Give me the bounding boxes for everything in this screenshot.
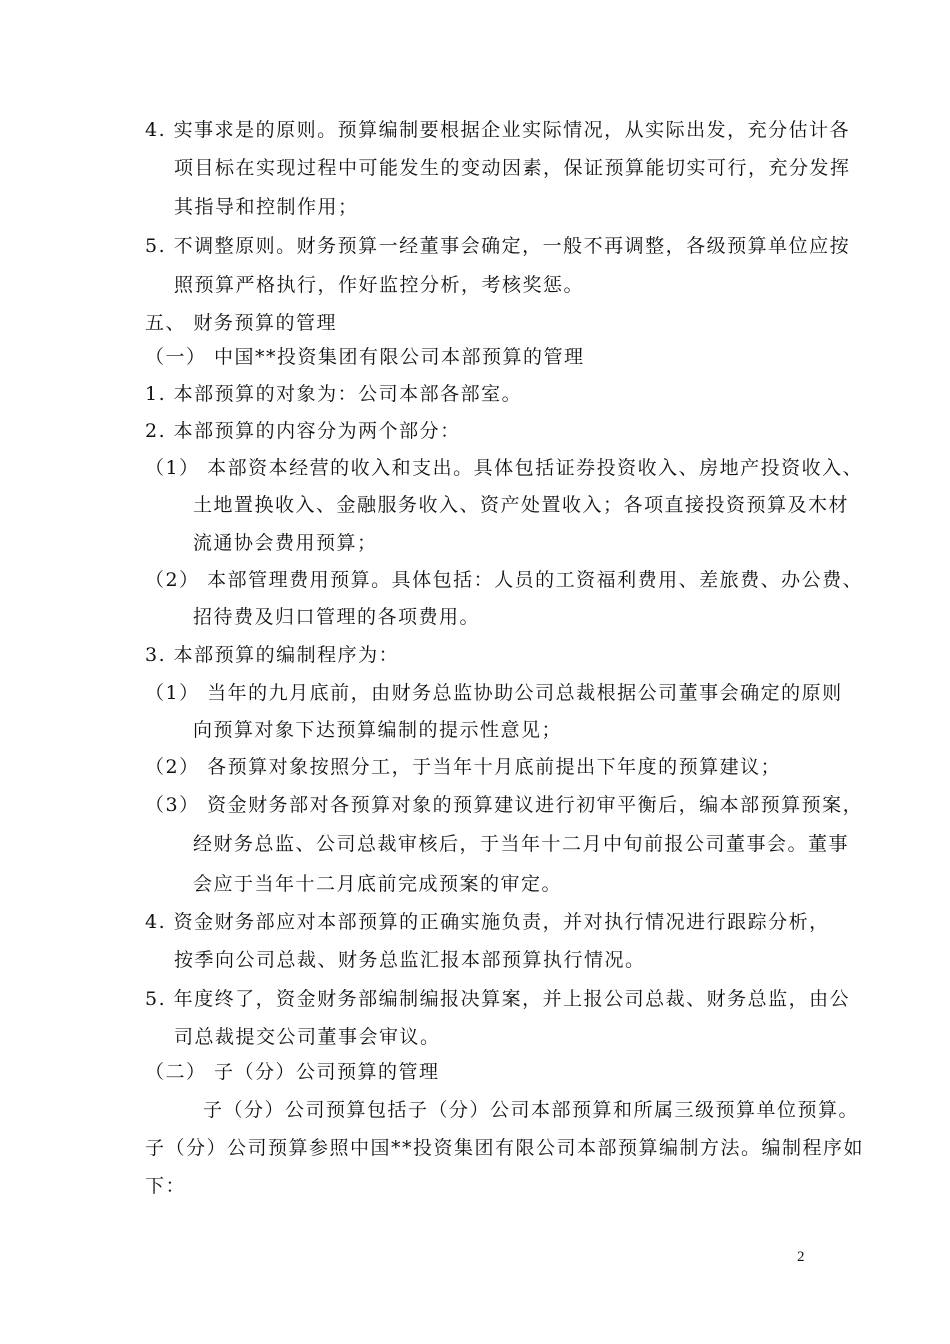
paragraph-line: 子（分）公司预算参照中国**投资集团有限公司本部预算编制方法。编制程序如 — [145, 1137, 865, 1159]
subsection-heading: （一） 中国**投资集团有限公司本部预算的管理 — [145, 346, 585, 368]
text-line: 向预算对象下达预算编制的提示性意见； — [193, 719, 563, 741]
text-line: （1） 本部资本经营的收入和支出。具体包括证券投资收入、房地产投资收入、 — [145, 457, 864, 479]
text-line: 司总裁提交公司董事会审议。 — [174, 1026, 441, 1048]
text-line: 按季向公司总裁、财务总监汇报本部预算执行情况。 — [174, 949, 646, 971]
text-line: 2. 本部预算的内容分为两个部分： — [145, 420, 461, 442]
text-line: 4. 实事求是的原则。预算编制要根据企业实际情况，从实际出发，充分估计各 — [145, 119, 851, 141]
text-line: （3） 资金财务部对各预算对象的预算建议进行初审平衡后，编本部预算预案， — [145, 794, 864, 816]
text-line: 会应于当年十二月底前完成预案的审定。 — [193, 873, 563, 895]
page-number: 2 — [797, 1249, 805, 1265]
text-line: （2） 本部管理费用预算。具体包括：人员的工资福利费用、差旅费、办公费、 — [145, 569, 864, 591]
subsection-heading: （二） 子（分）公司预算的管理 — [145, 1061, 440, 1083]
text-line: 流通协会费用预算； — [193, 532, 378, 554]
text-line: 5. 不调整原则。财务预算一经董事会确定，一般不再调整，各级预算单位应按 — [145, 235, 851, 257]
text-line: 3. 本部预算的编制程序为： — [145, 644, 400, 666]
paragraph-line: 下： — [145, 1175, 187, 1197]
section-heading: 五、 财务预算的管理 — [145, 312, 338, 334]
text-line: 项目标在实现过程中可能发生的变动因素，保证预算能切实可行，充分发挥 — [174, 157, 851, 179]
text-line: 1. 本部预算的对象为：公司本部各部室。 — [145, 383, 523, 405]
text-line: 5. 年度终了，资金财务部编制编报决算案，并上报公司总裁、财务总监，由公 — [145, 988, 851, 1010]
text-line: 经财务总监、公司总裁审核后，于当年十二月中旬前报公司董事会。董事 — [193, 833, 850, 855]
text-line: 其指导和控制作用； — [174, 196, 359, 218]
paragraph-line: 子（分）公司预算包括子（分）公司本部预算和所属三级预算单位预算。 — [203, 1099, 860, 1121]
text-line: （1） 当年的九月底前，由财务总监协助公司总裁根据公司董事会确定的原则 — [145, 682, 843, 704]
text-line: 土地置换收入、金融服务收入、资产处置收入；各项直接投资预算及木材 — [193, 494, 850, 516]
text-line: 4. 资金财务部应对本部预算的正确实施负责，并对执行情况进行跟踪分析， — [145, 911, 830, 933]
text-line: 招待费及归口管理的各项费用。 — [193, 606, 481, 628]
text-line: 照预算严格执行，作好监控分析，考核奖惩。 — [174, 274, 585, 296]
text-line: （2） 各预算对象按照分工，于当年十月底前提出下年度的预算建议； — [145, 756, 782, 778]
